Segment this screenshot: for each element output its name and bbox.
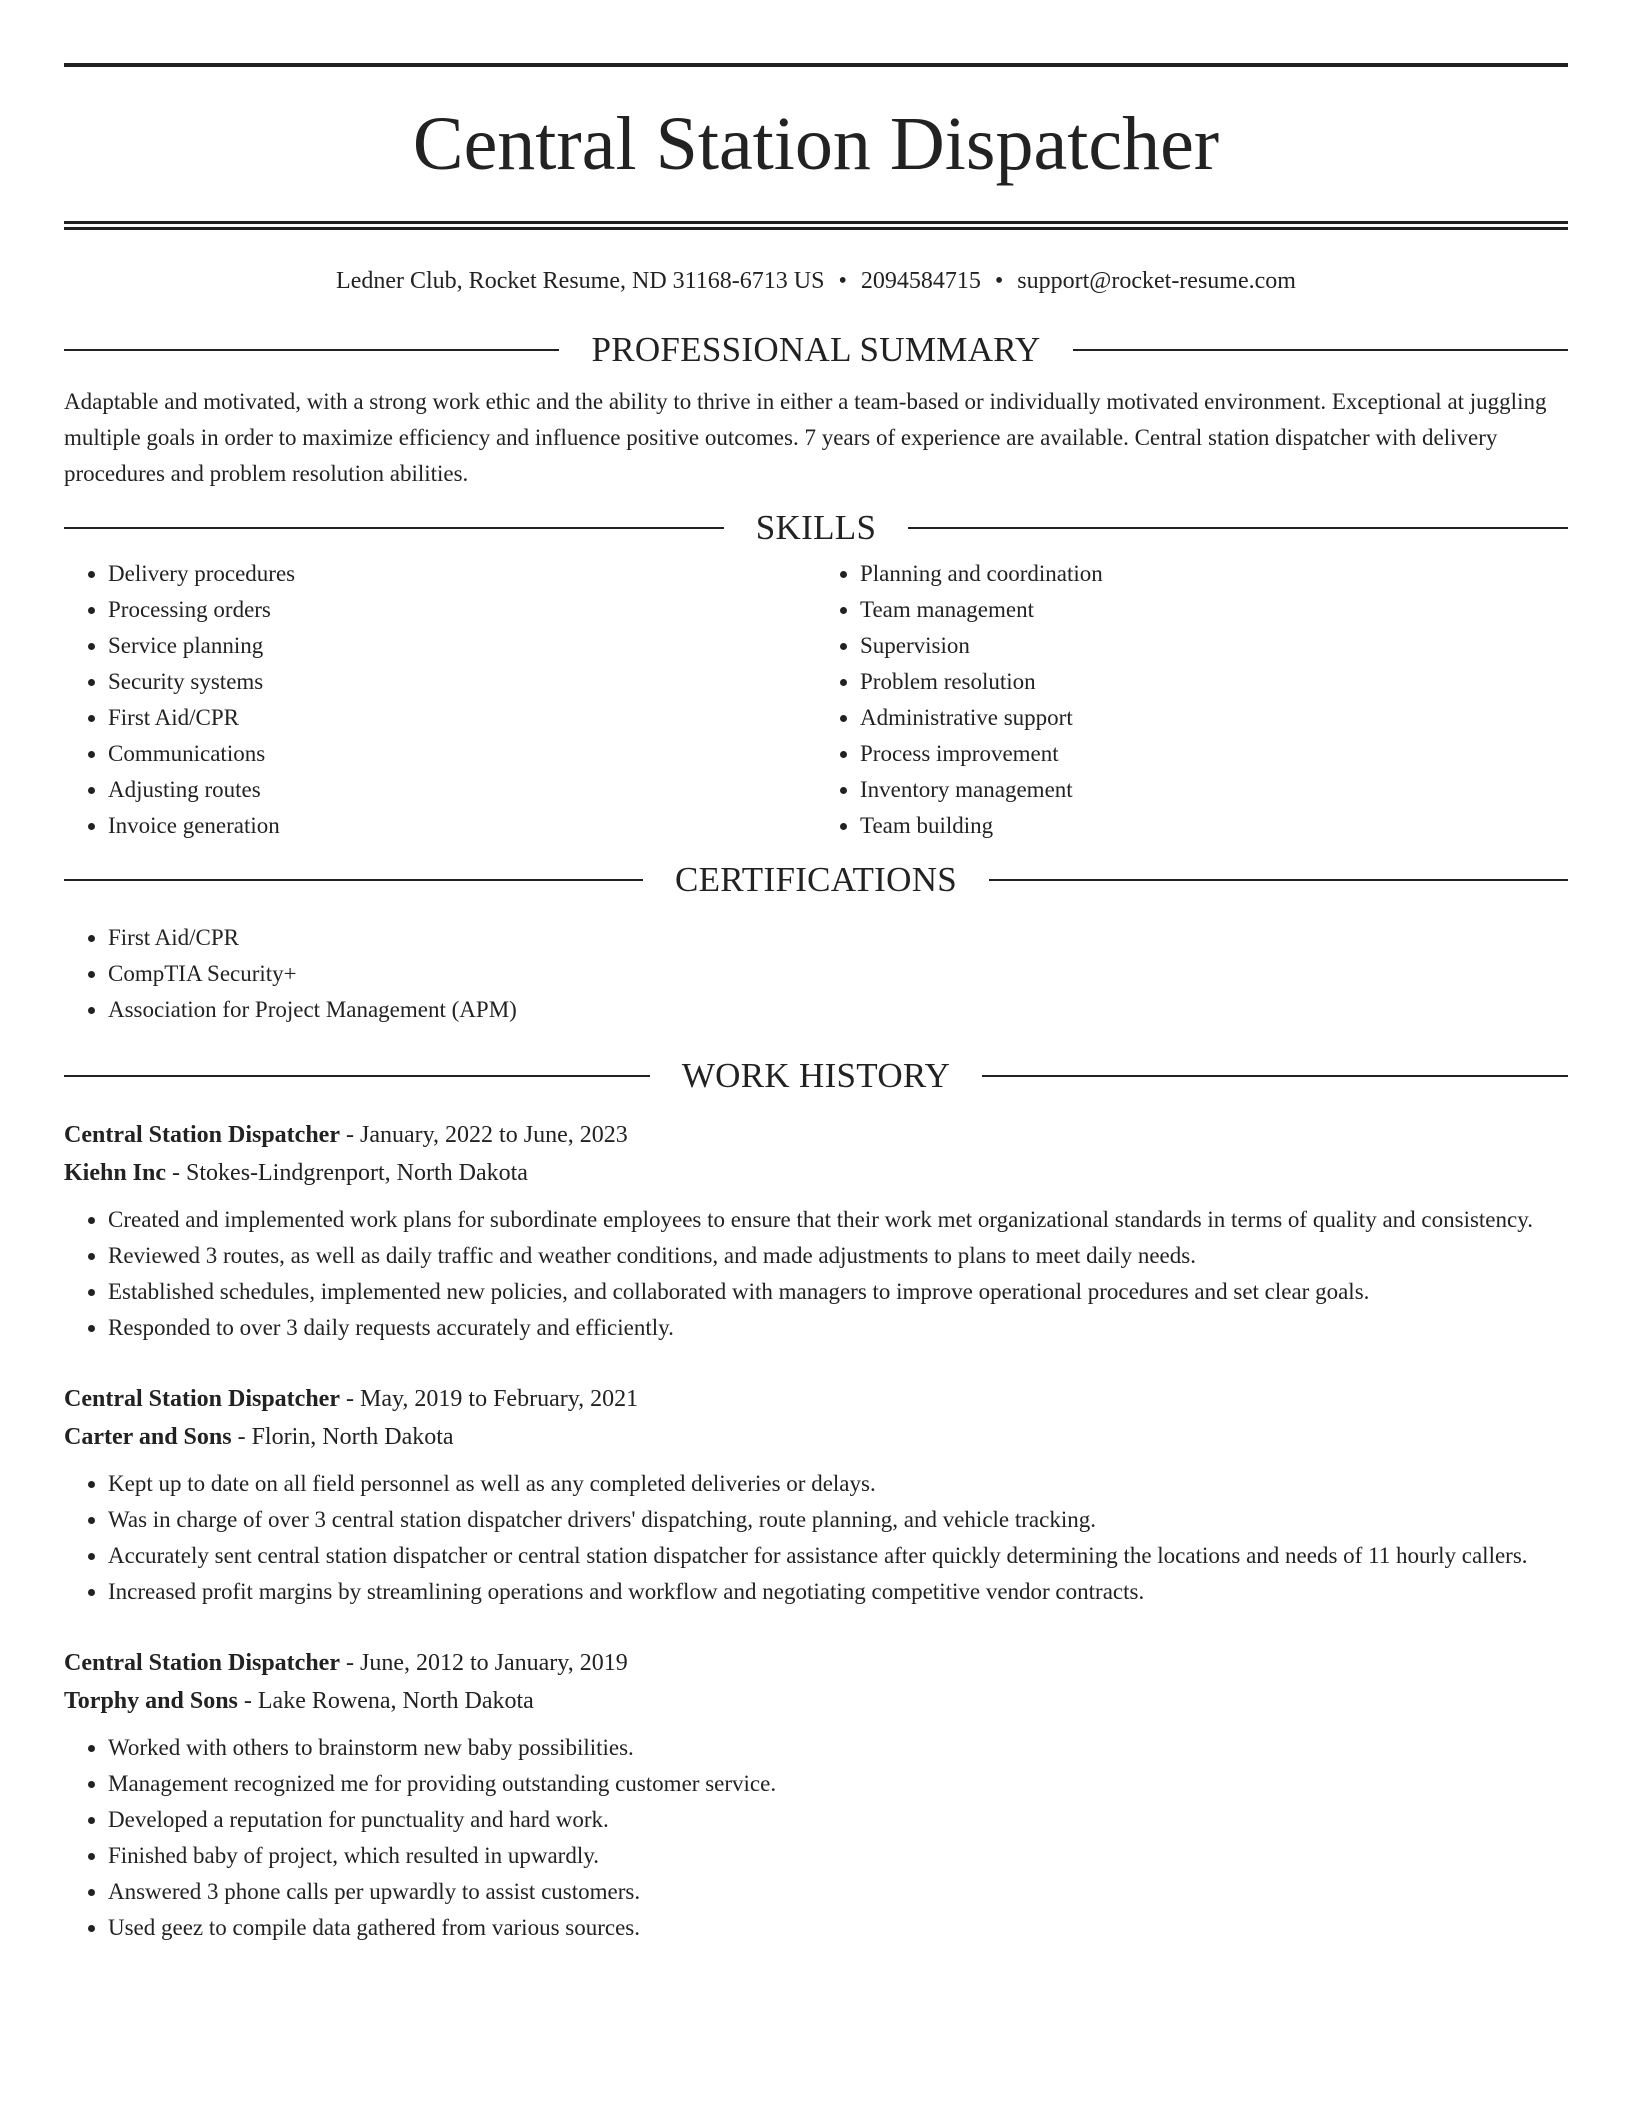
resume-page: [64, 63, 1568, 1946]
job-company-line: [64, 1418, 1568, 1456]
job-company-line: [64, 1682, 1568, 1720]
section-heading-work-history: [64, 1054, 1568, 1098]
heading-rule-left: [64, 527, 724, 529]
job-title: Central Station Dispatcher: [64, 1122, 340, 1148]
skill-item: • First Aid/CPR: [108, 700, 816, 736]
job-bullets: [64, 1202, 1568, 1346]
top-rule: [64, 63, 1568, 67]
skill-item: • Supervision: [860, 628, 1568, 664]
skill-item: • Adjusting routes: [108, 772, 816, 808]
certification-item: • First Aid/CPR: [108, 920, 1568, 956]
job-bullet: • Was in charge of over 3 central station dispatcher drivers' dispatching, route planning, and vehicle tracking.: [108, 1502, 1568, 1538]
heading-rule-right: [908, 527, 1568, 529]
job-bullet: • Established schedules, implemented new policies, and collaborated with managers to improve operational procedures and set clear goals.: [108, 1274, 1568, 1310]
skill-item: • Planning and coordination: [860, 556, 1568, 592]
skill-item: • Administrative support: [860, 700, 1568, 736]
heading-rule-left: [64, 1075, 650, 1077]
job-bullet: • Developed a reputation for punctuality and hard work.: [108, 1802, 1568, 1838]
section-heading-certifications: [64, 858, 1568, 902]
job-title: Central Station Dispatcher: [64, 1386, 340, 1412]
job-company-line: [64, 1154, 1568, 1192]
job-bullets: [64, 1466, 1568, 1610]
heading-rule-left: [64, 349, 559, 351]
job-company: Carter and Sons: [64, 1424, 232, 1450]
section-title: WORK HISTORY: [681, 1056, 951, 1095]
heading-rule-right: [982, 1075, 1568, 1077]
job-title-line: [64, 1116, 1568, 1154]
job-entry: [64, 1380, 1568, 1610]
section-heading-skills: [64, 506, 1568, 550]
contact-email[interactable]: support@rocket-resume.com: [1017, 268, 1296, 294]
skill-item: • Security systems: [108, 664, 816, 700]
job-bullet: • Responded to over 3 daily requests accurately and efficiently.: [108, 1310, 1568, 1346]
job-bullet: • Management recognized me for providing outstanding customer service.: [108, 1766, 1568, 1802]
work-history-list: [64, 1116, 1568, 1946]
job-dates: - May, 2019 to February, 2021: [339, 1386, 639, 1412]
contact-phone[interactable]: 2094584715: [860, 268, 981, 294]
job-entry: [64, 1644, 1568, 1946]
skill-item: • Team management: [860, 592, 1568, 628]
job-bullet: • Increased profit margins by streamlining operations and workflow and negotiating competitive vendor contracts.: [108, 1574, 1568, 1610]
certifications-list: [64, 920, 1568, 1028]
contact-line: [64, 266, 1568, 296]
skills-column-right: [816, 556, 1568, 844]
skill-item: • Process improvement: [860, 736, 1568, 772]
job-bullet: • Created and implemented work plans for subordinate employees to ensure that their work met organizational standards in terms of quality and consistency.: [108, 1202, 1568, 1238]
skill-item: • Communications: [108, 736, 816, 772]
title-double-rule: [64, 221, 1568, 230]
job-dates: - June, 2012 to January, 2019: [339, 1650, 628, 1676]
skill-item: • Invoice generation: [108, 808, 816, 844]
contact-address: Ledner Club, Rocket Resume, ND 31168-6713 US: [336, 268, 825, 294]
skill-item: • Team building: [860, 808, 1568, 844]
job-bullet: • Answered 3 phone calls per upwardly to assist customers.: [108, 1874, 1568, 1910]
job-bullet: • Reviewed 3 routes, as well as daily traffic and weather conditions, and made adjustments to plans to meet daily needs.: [108, 1238, 1568, 1274]
contact-separator: •: [838, 268, 847, 294]
heading-rule-left: [64, 879, 643, 881]
job-bullet: • Used geez to compile data gathered from various sources.: [108, 1910, 1568, 1946]
certification-item: • Association for Project Management (APM): [108, 992, 1568, 1028]
job-bullet: • Finished baby of project, which resulted in upwardly.: [108, 1838, 1568, 1874]
job-title: Central Station Dispatcher: [64, 1650, 340, 1676]
job-dates: - January, 2022 to June, 2023: [339, 1122, 628, 1148]
heading-rule-right: [989, 879, 1568, 881]
job-company: Torphy and Sons: [64, 1688, 238, 1714]
resume-title: Central Station Dispatcher: [412, 102, 1220, 186]
section-title: SKILLS: [755, 508, 877, 547]
skills-list: [64, 556, 1568, 844]
job-title-line: [64, 1644, 1568, 1682]
certification-item: • CompTIA Security+: [108, 956, 1568, 992]
job-title-line: [64, 1380, 1568, 1418]
section-heading-summary: [64, 328, 1568, 372]
job-bullet: • Accurately sent central station dispatcher or central station dispatcher for assistance after quickly determining the locations and needs of 11 hourly callers.: [108, 1538, 1568, 1574]
job-bullet: • Worked with others to brainstorm new baby possibilities.: [108, 1730, 1568, 1766]
contact-separator: •: [994, 268, 1004, 294]
skill-item: • Inventory management: [860, 772, 1568, 808]
section-title: CERTIFICATIONS: [674, 860, 958, 899]
job-location: - Florin, North Dakota: [231, 1424, 454, 1450]
skill-item: • Problem resolution: [860, 664, 1568, 700]
job-location: - Stokes-Lindgrenport, North Dakota: [166, 1160, 528, 1186]
job-location: - Lake Rowena, North Dakota: [237, 1688, 534, 1714]
skills-column-left: [64, 556, 816, 844]
skill-item: • Processing orders: [108, 592, 816, 628]
job-company: Kiehn Inc: [64, 1160, 167, 1186]
skill-item: • Delivery procedures: [108, 556, 816, 592]
skill-item: • Service planning: [108, 628, 816, 664]
section-title: PROFESSIONAL SUMMARY: [591, 330, 1041, 369]
job-bullets: [64, 1730, 1568, 1946]
job-entry: [64, 1116, 1568, 1346]
heading-rule-right: [1073, 349, 1568, 351]
job-bullet: • Kept up to date on all field personnel as well as any completed deliveries or delays.: [108, 1466, 1568, 1502]
summary-text: Adaptable and motivated, with a strong work ethic and the ability to thrive in either a team-based or individually motivated environment. Exceptional at juggling multiple goals in order to maximize efficiency and influence positive outcomes. 7 years of experience are available. Central station dispatcher with delivery procedures and problem resolution abilities.: [64, 389, 1547, 486]
